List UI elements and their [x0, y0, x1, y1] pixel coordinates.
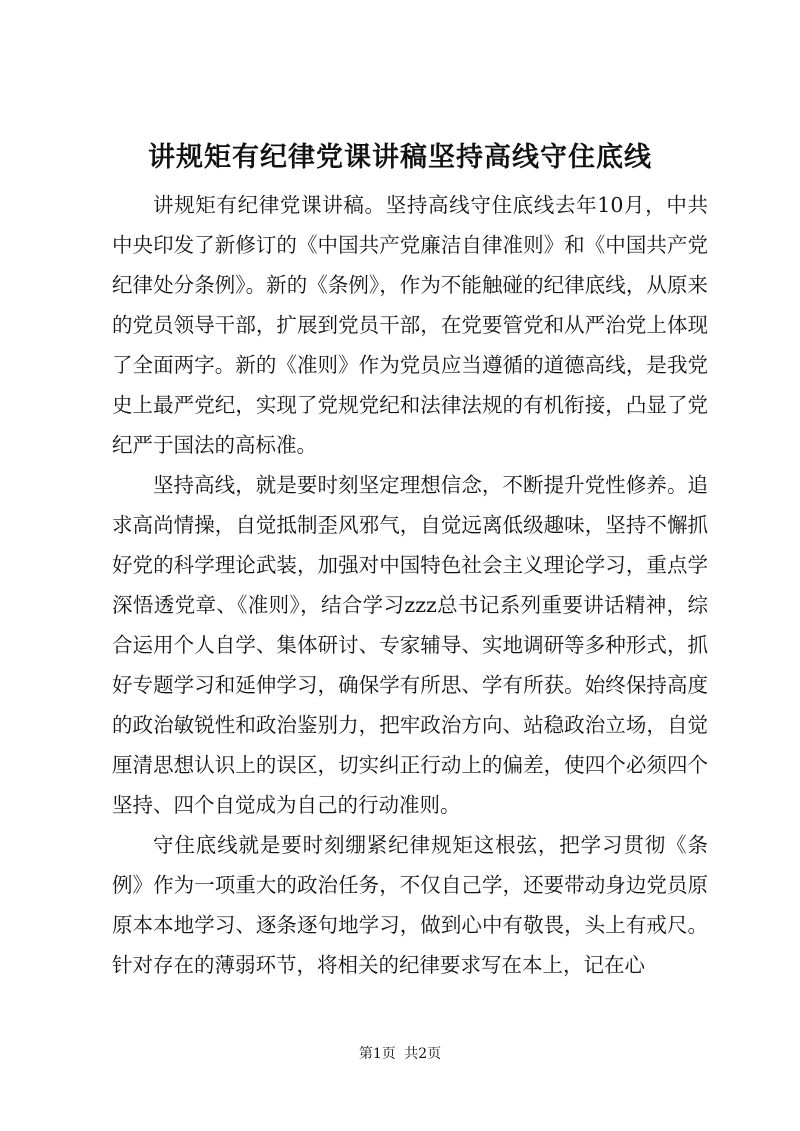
paragraph: 讲规矩有纪律党课讲稿。坚持高线守住底线去年10月，中共中央印发了新修订的《中国共产党廉洁自律准则》和《中国共产党纪律处分条例》。新的《条例》，作为不能触碰的纪律底线，从原来的党员领导干部，扩展到党员干部，在党要管党和从严治党上体现了全面两字。新的《准则》作为党员应当遵循的道德高线，是我党史上最严党纪，实现了党规党纪和法律法规的有机衔接，凸显了党纪严于国法的高标准。	[112, 193, 708, 457]
paragraph: 守住底线就是要时刻绷紧纪律规矩这根弦，把学习贯彻《条例》作为一项重大的政治任务，不仅自己学，还要带动身边党员原原本本地学习、逐条逐句地学习，做到心中有敬畏，头上有戒尺。针对存在的薄弱环节，将相关的纪律要求写在本上，记在心	[112, 833, 708, 977]
paragraph: 坚持高线，就是要时刻坚定理想信念，不断提升党性修养。追求高尚情操，自觉抵制歪风邪气，自觉远离低级趣味，坚持不懈抓好党的科学理论武装，加强对中国特色社会主义理论学习，重点学深悟透党章、《准则》，结合学习zzz总书记系列重要讲话精神，综合运用个人自学、集体研讨、专家辅导、实地调研等多种形式，抓好专题学习和延伸学习，确保学有所思、学有所获。始终保持高度的政治敏锐性和政治鉴别力，把牢政治方向、站稳政治立场，自觉厘清思想认识上的误区，切实纠正行动上的偏差，使四个必须四个坚持、四个自觉成为自己的行动准则。	[112, 473, 708, 817]
page-number: 第1页	[358, 1046, 396, 1062]
total-pages: 共2页	[404, 1046, 442, 1062]
page-footer	[0, 1044, 800, 1064]
document-body	[112, 185, 708, 985]
document-title: 讲规矩有纪律党课讲稿坚持高线守住底线	[148, 142, 652, 173]
